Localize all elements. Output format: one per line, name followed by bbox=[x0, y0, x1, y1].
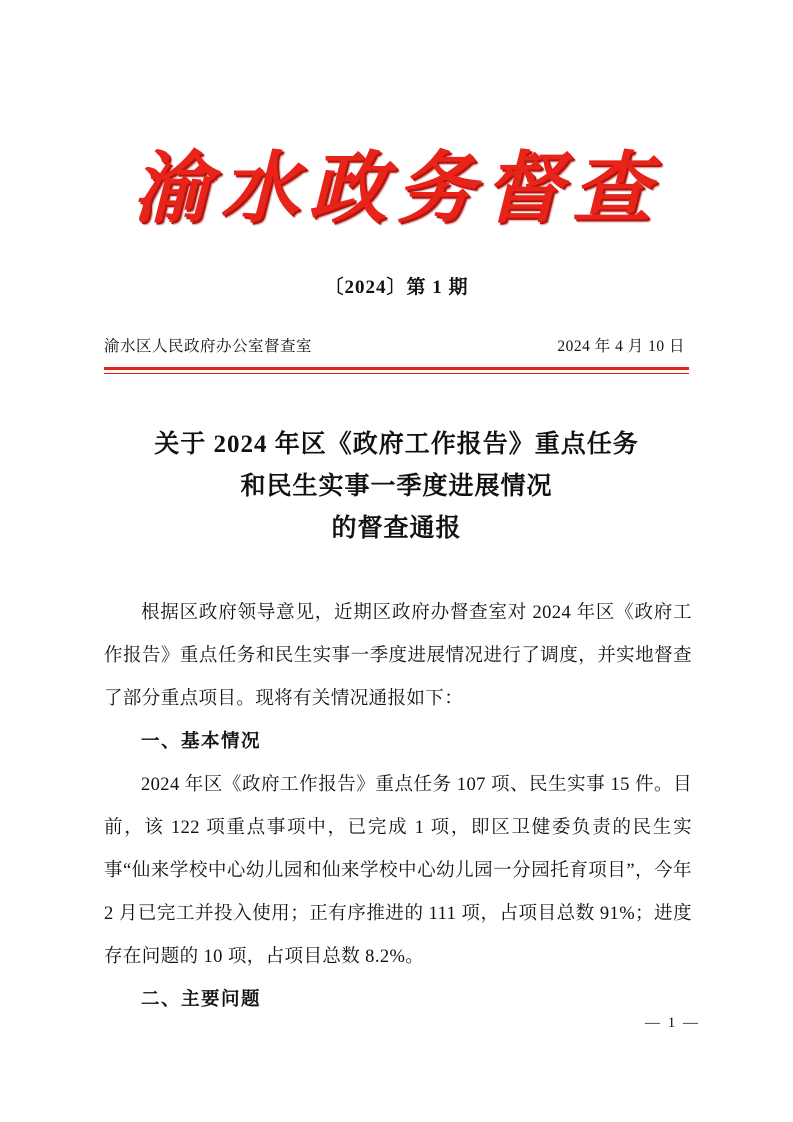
issuing-office: 渝水区人民政府办公室督查室 bbox=[104, 338, 313, 355]
page-title-line-2: 和民生实事一季度进展情况 bbox=[240, 473, 553, 500]
masthead-meta bbox=[104, 334, 689, 356]
body-heading-2: 二、主要问题 bbox=[141, 990, 262, 1010]
body-paragraph-2: 2024 年区《政府工作报告》重点任务 107 项、民生实事 15 件。目前，该 122 项重点事项中，已完成 1 项，即区卫健委负责的民生实事“仙来学校中心幼儿园和仙来学校中心幼儿园一分园托育项目”，今年 2 月已完工并投入使用；正有序推进的 111 项，占项目总数 91%；进度存在问题的 10 项，占项目总数 8.2%。 bbox=[104, 775, 692, 967]
masthead bbox=[0, 145, 793, 232]
document-body bbox=[104, 592, 692, 1022]
page-title-line-3: 的督查通报 bbox=[331, 515, 462, 542]
masthead-divider-thick bbox=[104, 367, 689, 370]
page-title bbox=[104, 424, 689, 550]
masthead-title: 渝水政务督查 bbox=[132, 145, 661, 232]
body-heading-1: 一、基本情况 bbox=[141, 732, 262, 752]
masthead-divider-thin bbox=[104, 373, 689, 374]
body-paragraph-1: 根据区政府领导意见，近期区政府办督查室对 2024 年区《政府工作报告》重点任务和民生实事一季度进展情况进行了调度，并实地督查了部分重点项目。现将有关情况通报如下： bbox=[104, 603, 692, 709]
page-title-line-1: 关于 2024 年区《政府工作报告》重点任务 bbox=[154, 431, 639, 458]
issue-number: 〔2024〕第 1 期 bbox=[324, 277, 469, 298]
page-number: — 1 — bbox=[645, 1015, 700, 1031]
issue-date: 2024 年 4 月 10 日 bbox=[557, 338, 685, 355]
